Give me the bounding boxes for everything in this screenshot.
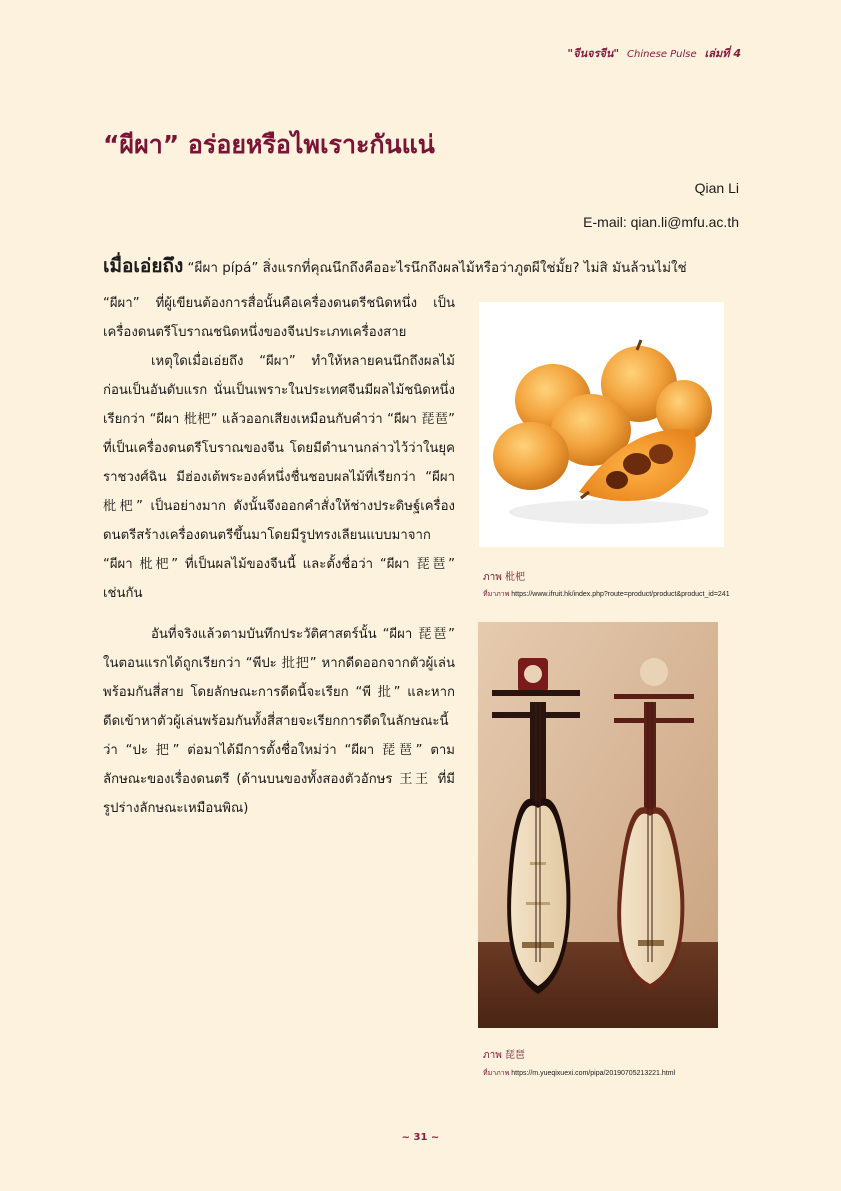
lead-rest: “ผีผา pípá” สิ่งแรกที่คุณนึกถึงคืออะไรนึกถึงผลไม้หรือว่าภูตผีใช่มั้ย? ไม่สิ มันล้วนไม่ใช่ (183, 260, 687, 276)
figure1-source (483, 589, 730, 600)
author-email: E-mail: qian.li@mfu.ac.th (583, 214, 739, 230)
figure2-caption: ภาพ 琵琶 (483, 1050, 525, 1061)
figure2-source-label: ที่มาภาพ (483, 1070, 510, 1077)
loquat-photo (479, 302, 724, 547)
figure1-source-label: ที่มาภาพ (483, 591, 510, 598)
series-name: "จีนจรจีน" (567, 47, 620, 60)
paragraph-1: “ผีผา” ที่ผู้เขียนต้องการสื่อนั้นคือเครื่องดนตรีชนิดหนึ่ง เป็นเครื่องดนตรีโบราณชนิดหนึ่งของจีนประเภทเครื่องสาย (103, 296, 455, 340)
issue-number: เล่มที่ 4 (704, 47, 741, 60)
paragraph-3: อันที่จริงแล้วตามบันทึกประวัติศาสตร์นั้น “ผีผา 琵琶” ในตอนแรกได้ถูกเรียกว่า “พีปะ 批把” หากดีดออกจากตัวผู้เล่นพร้อมกันสี่สาย โดยลักษณะการดีดนี้จะเรียก “พี 批” และหากดีดเข้าหาตัวผู้เล่นพร้อมกันทั้งสี่สายจะเรียกการดีดในลักษณะนี้ว่า “ปะ 把” ต่อมาได้มีการตั้งชื่อใหม่ว่า “ผีผา 琵琶” ตามลักษณะของเรื่องดนตรี (ด้านบนของทั้งสองตัวอักษร 王王 ที่มีรูปร่างลักษณะเหมือนพิณ) (103, 627, 455, 816)
figure2-source-url: https://m.yueqixuexi.com/pipa/20190705213221.html (511, 1070, 676, 1077)
figure2-source (483, 1068, 675, 1079)
lead-paragraph (103, 251, 743, 281)
article-title: “ผีผา” อร่อยหรือไพเราะกันแน่ (103, 130, 435, 159)
running-header (567, 44, 741, 62)
pipa-photo (478, 622, 718, 1028)
figure1-source-url: https://www.ifruit.hk/index.php?route=product/product&product_id=241 (511, 591, 730, 598)
series-name-en: Chinese Pulse (627, 49, 697, 60)
paragraph-2: เหตุใดเมื่อเอ่ยถึง “ผีผา” ทำให้หลายคนนึกถึงผลไม้ก่อนเป็นอันดับแรก นั่นเป็นเพราะในประเทศจีนมีผลไม้ชนิดหนึ่งเรียกว่า “ผีผา 枇杷” แล้วออกเสียงเหมือนกับคำว่า “ผีผา 琵琶” ที่เป็นเครื่องดนตรีโบราณของจีน โดยมีตำนานกล่าวไว้ว่าในยุคราชวงศ์ฉิน มีฮ่องเต้พระองค์หนึ่งชื่นชอบผลไม้ที่เรียกว่า “ผีผา 枇杷” เป็นอย่างมาก ดังนั้นจึงออกคำสั่งให้ช่างประดิษฐ์เครื่องดนตรีสร้างเครื่องดนตรีขึ้นมาโดยมีรูปทรงเลียนแบบมาจาก “ผีผา 枇杷” ที่เป็นผลไม้ของจีนนี้ และตั้งชื่อว่า “ผีผา 琵琶” เช่นกัน (103, 354, 455, 601)
page-number: ~ 31 ~ (401, 1132, 440, 1143)
lead-drop-phrase: เมื่อเอ่ยถึง (103, 255, 184, 277)
author-name: Qian Li (694, 180, 739, 196)
article-body (103, 289, 455, 823)
figure1-caption: ภาพ 枇杷 (483, 572, 525, 583)
